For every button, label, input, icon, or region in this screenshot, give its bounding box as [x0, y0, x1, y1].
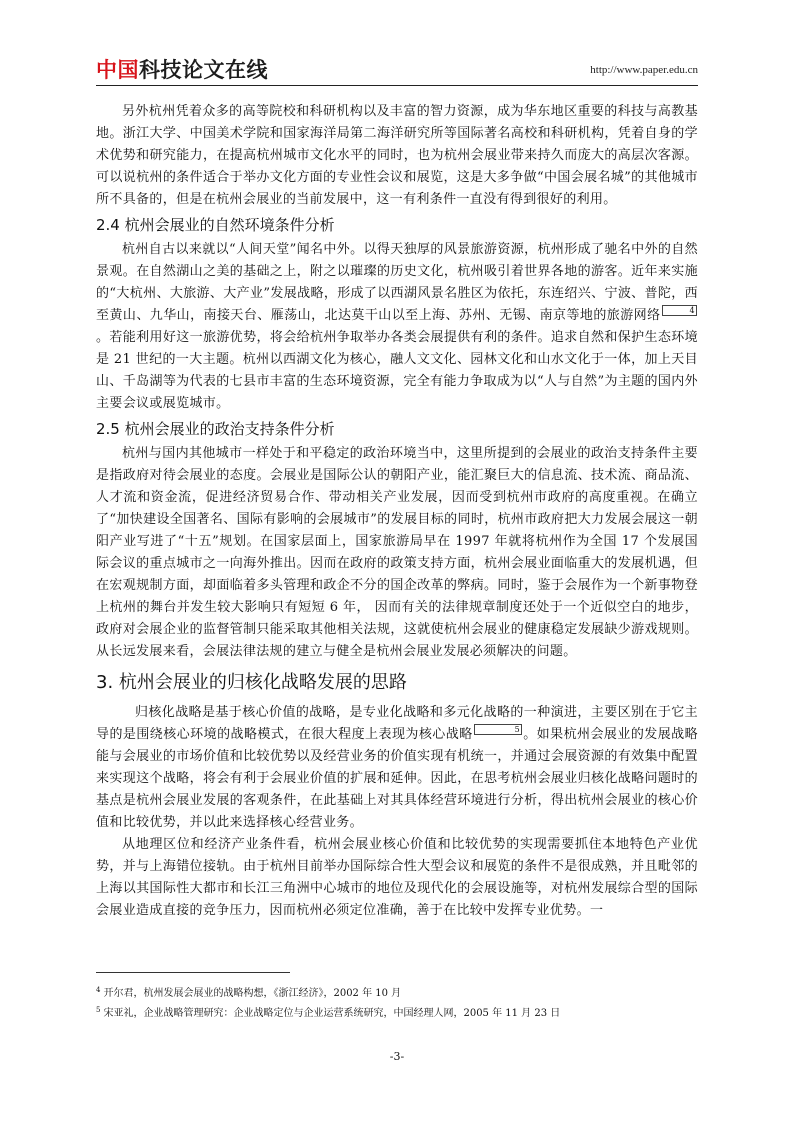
footnote-ref-5[interactable]: 5 [474, 724, 522, 735]
header-url[interactable]: http://www.paper.edu.cn [590, 64, 698, 76]
section-heading-3: 3. 杭州会展业的归核化战略发展的思路 [96, 672, 407, 693]
footnote-text: 开尔君，杭州发展会展业的战略构想，《浙江经济》，2002 年 10 月 [103, 988, 402, 999]
paragraph-geographic-location: 从地理区位和经济产业条件看，杭州会展业核心价值和比较优势的实现需要抓住本地特色产业优势，并与上海错位接轨。由于杭州目前举办国际综合性大型会议和展览的条件不是很成熟，并且毗邻的上海以其国际性大都市和长江三角洲中心城市的地位及现代化的会展设施等，对杭州发展综合型的国际会展业造成直接的竞争压力，因而杭州必须定位准确，善于在比较中发挥专业优势。一 [96, 837, 698, 918]
logo-red-text: 中国 [96, 58, 139, 82]
site-logo [96, 54, 268, 84]
paragraph-political-support: 杭州与国内其他城市一样处于和平稳定的政治环境当中，这里所提到的会展业的政治支持条件主要是指政府对待会展业的态度。会展业是国际公认的朝阳产业，能汇聚巨大的信息流、技术流、商品流、人才流和资金流，促进经济贸易合作、带动相关产业发展，因而受到杭州市政府的高度重视。在确立了“加快建设全国著名、国际有影响的会展城市”的发展目标的同时，杭州市政府把大力发展会展这一朝阳产业写进了“十五”规划。在国家层面上，国家旅游局早在 1997 年就将杭州作为全国 17 个发展国际会议的重点城市之一向海外推出。因而在政府的政策支持方面，杭州会展业面临重大的发展机遇，但在宏观规制方面，却面临着多头管理和政企不分的国企改革的弊病。同时，鉴于会展作为一个新事物登上杭州的舞台并发生较大影响只有短短 6 年， 因而有关的法律规章制度还处于一个近似空白的地步，政府对会展企业的监督管制只能采取其他相关法规，这就使杭州会展业的健康稳定发展缺少游戏规则。从长远发展来看，会展法律法规的建立与健全是杭州会展业发展必须解决的问题。 [96, 446, 698, 659]
footnote-mark: 4 [96, 986, 101, 994]
paragraph-text: 归核化战略是基于核心价值的战略，是专业化战略和多元化战略的一种演进，主要区别在于它主导的是围绕核心环境的战略模式，在很大程度上表现为核心战略 [96, 705, 698, 742]
footnote-ref-4[interactable]: 4 [662, 305, 697, 316]
paragraph-intellectual-resources: 另外杭州凭着众多的高等院校和科研机构以及丰富的智力资源，成为华东地区重要的科技与高教基地。浙江大学、中国美术学院和国家海洋局第二海洋研究所等国际著名高校和科研机构，凭着自身的学术优势和研究能力，在提高杭州城市文化水平的同时，也为杭州会展业带来持久而庞大的高层次客源。可以说杭州的条件适合于举办文化方面的专业性会议和展览，这是大多争做“中国会展名城”的其他城市所不具备的，但是在杭州会展业的当前发展中，这一有利条件一直没有得到很好的利用。 [96, 104, 698, 207]
page-header [96, 54, 698, 84]
paragraph-text: 。如果杭州会展业的发展战略能与会展业的市场价值和比较优势以及经营业务的价值实现有机统一，并通过会展资源的有效集中配置来实现这个战略，将会有利于会展业价值的扩展和延伸。因此，在思考杭州会展业归核化战略问题时的基点是杭州会展业发展的客观条件，在此基础上对其具体经营环境进行分析，得出杭州会展业的核心价值和比较优势，并以此来选择核心经营业务。 [96, 727, 698, 830]
footnote-mark: 5 [96, 1006, 101, 1014]
paragraph-natural-environment [96, 239, 698, 415]
logo-dark-text: 科技论文在线 [139, 58, 268, 82]
footnote-text: 宋亚礼，企业战略管理研究：企业战略定位与企业运营系统研究，中国经理人网，2005 年 11 月 23 日 [103, 1008, 561, 1019]
footnotes [96, 982, 698, 1022]
main-content [96, 101, 698, 922]
section-heading-2-4: 2.4 杭州会展业的自然环境条件分析 [96, 216, 335, 234]
footnote-4 [96, 982, 698, 1002]
footnote-5 [96, 1002, 698, 1022]
header-rule [96, 85, 698, 86]
footnote-rule [96, 972, 290, 973]
paragraph-text: 。若能利用好这一旅游优势，将会给杭州争取举办各类会展提供有利的条件。追求自然和保护生态环境是 21 世纪的一大主题。杭州以西湖文化为核心，融人文文化、园林文化和山水文化于一体，加上天目山、千岛湖等为代表的七县市丰富的生态环境资源，完全有能力争取成为以“人与自然”为主题的国内外主要会议或展览城市。 [96, 330, 698, 411]
page-number: -3- [389, 1050, 405, 1063]
paragraph-refocusing-strategy [96, 702, 698, 834]
paragraph-text: 杭州自古以来就以“人间天堂”闻名中外。以得天独厚的风景旅游资源，杭州形成了驰名中外的自然景观。在自然湖山之美的基础之上，附之以璀璨的历史文化，杭州吸引着世界各地的游客。近年来实施的“大杭州、大旅游、大产业”发展战略，形成了以西湖风景名胜区为依托，东连绍兴、宁波、普陀，西至黄山、九华山，南接天台、雁荡山，北达莫干山以至上海、苏州、无锡、南京等地的旅游网络 [96, 242, 698, 323]
section-heading-2-5: 2.5 杭州会展业的政治支持条件分析 [96, 420, 335, 438]
